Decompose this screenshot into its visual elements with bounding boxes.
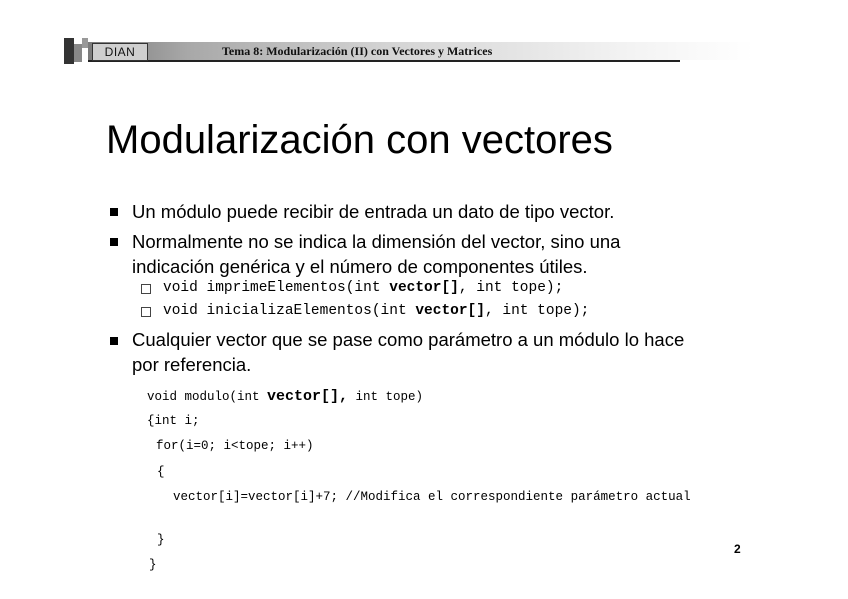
bullet-marker xyxy=(110,238,118,246)
sub-bullet-marker xyxy=(141,284,151,294)
bullet-marker xyxy=(110,208,118,216)
code-line: for(i=0; i<tope; i++) xyxy=(156,439,314,453)
header-underline xyxy=(88,60,680,62)
code-line: vector[i]=vector[i]+7; //Modifica el correspondiente parámetro actual xyxy=(173,490,691,504)
bullet-text: indicación genérica y el número de componentes útiles. xyxy=(132,256,588,277)
dian-logo: DIAN xyxy=(92,43,148,61)
bullet-marker xyxy=(110,337,118,345)
code-line: } xyxy=(157,533,165,547)
sub-bullet-marker xyxy=(141,307,151,317)
header-decoration xyxy=(64,38,74,64)
sub-item-code: void imprimeElementos(int vector[], int tope); xyxy=(163,280,564,296)
code-line: {int i; xyxy=(147,414,200,428)
sub-item-code: void inicializaElementos(int vector[], int tope); xyxy=(163,303,590,319)
slide-title: Modularización con vectores xyxy=(106,118,613,162)
code-line: { xyxy=(157,465,165,479)
slide-header xyxy=(64,38,754,64)
header-title: Tema 8: Modularización (II) con Vectores y Matrices xyxy=(222,44,493,58)
bullet-text: Normalmente no se indica la dimensión del vector, sino una xyxy=(132,231,621,252)
code-line: } xyxy=(149,558,157,572)
code-signature: void modulo(int vector[], int tope) xyxy=(147,388,424,405)
bullet-text: Cualquier vector que se pase como parámetro a un módulo lo hace xyxy=(132,329,685,350)
header-decoration xyxy=(74,44,82,62)
page-number: 2 xyxy=(734,542,741,556)
bullet-text: por referencia. xyxy=(132,354,252,375)
bullet-text: Un módulo puede recibir de entrada un dato de tipo vector. xyxy=(132,201,615,222)
